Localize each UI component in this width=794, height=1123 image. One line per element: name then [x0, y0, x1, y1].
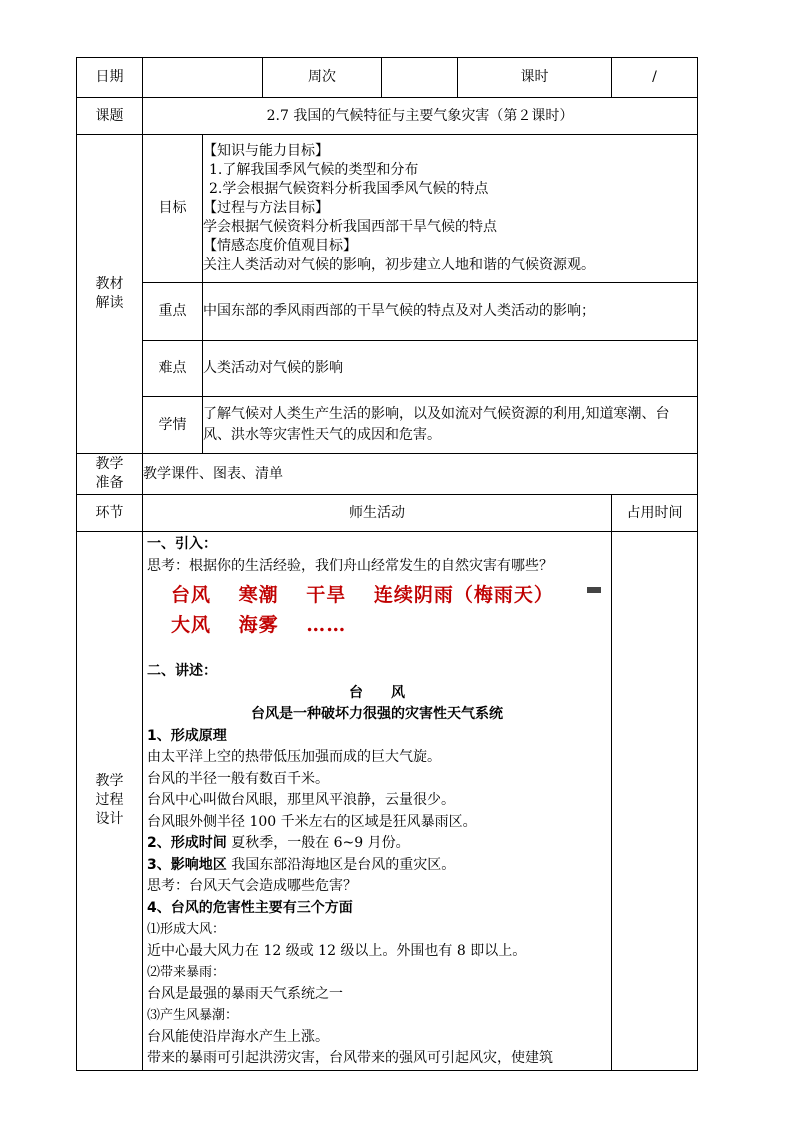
- difficulty-value: 人类活动对气候的影响: [203, 341, 698, 397]
- hazard-3-label: ⑶产生风暴潮：: [147, 1008, 239, 1023]
- students-label: 学情: [143, 397, 203, 454]
- columns-row: [77, 495, 698, 532]
- section-1-heading: 1、形成原理: [147, 727, 227, 744]
- goal-line: 【知识与能力目标】: [203, 143, 329, 159]
- topic-label: 课题: [77, 98, 143, 135]
- hazard-item: ……: [306, 614, 347, 636]
- intro-heading: 一、引入：: [147, 536, 217, 552]
- textbook-label-text: 教材解读: [95, 276, 124, 311]
- goals-row: [77, 135, 698, 283]
- prep-row: [77, 454, 698, 495]
- stage-header: 环节: [77, 495, 143, 532]
- section-4-heading: 4、台风的危害性主要有三个方面: [147, 899, 353, 916]
- section-3-text: 我国东部沿海地区是台风的重灾区。: [226, 856, 456, 873]
- typhoon-title: 台 风: [349, 684, 405, 701]
- hazard-item: 寒潮: [238, 584, 279, 606]
- goal-line: 1.了解我国季风气候的类型和分布: [209, 162, 419, 178]
- section-3: [147, 855, 607, 877]
- hazard-2-label: ⑵带来暴雨：: [147, 965, 226, 980]
- section-1-line: 台风眼外侧半径 100 千米左右的区域是狂风暴雨区。: [147, 813, 477, 830]
- date-value: [143, 58, 263, 98]
- goals-content: [203, 135, 698, 283]
- hazard-1-label: ⑴形成大风：: [147, 922, 226, 937]
- week-value: [382, 58, 458, 98]
- question-2: 思考：台风天气会造成哪些危害？: [147, 878, 357, 894]
- goal-line: 【过程与方法目标】: [203, 200, 329, 216]
- section-1-line: 由太平洋上空的热带低压加强而成的巨大气旋。: [147, 749, 441, 765]
- logo-mark: [587, 587, 601, 593]
- hazard-item: 干旱: [306, 584, 347, 606]
- goal-line: 【情感态度价值观目标】: [203, 238, 357, 254]
- activity-header: 师生活动: [143, 495, 612, 532]
- lesson-label: 课时: [458, 58, 612, 98]
- textbook-label: [77, 135, 143, 454]
- section-1-line: 台风中心叫做台风眼，那里风平浪静，云量很少。: [147, 792, 455, 808]
- key-value: 中国东部的季风雨西部的干旱气候的特点及对人类活动的影响；: [203, 283, 698, 341]
- typhoon-subtitle: 台风是一种破坏力很强的灾害性天气系统: [251, 706, 503, 722]
- process-label-text: 教学过程设计: [95, 773, 124, 828]
- goals-label: 目标: [143, 135, 203, 283]
- final-line: 带来的暴雨可引起洪涝灾害，台风带来的强风可引起风灾，使建筑: [147, 1050, 553, 1066]
- hazard-3-text: 台风能使沿岸海水产生上涨。: [147, 1028, 329, 1045]
- lecture-heading: 二、讲述：: [147, 663, 217, 679]
- process-content: [143, 532, 612, 1071]
- date-label: 日期: [77, 58, 143, 98]
- hazard-item: 大风: [171, 614, 212, 636]
- students-value: 了解气候对人类生产生活的影响，以及如流对气候资源的利用,知道寒潮、台风、洪水等灾害性天气的成因和危害。: [203, 397, 698, 454]
- week-label: 周次: [263, 58, 382, 98]
- section-3-heading: 3、影响地区: [147, 856, 227, 873]
- lesson-value: /: [612, 58, 698, 98]
- time-header: 占用时间: [612, 495, 698, 532]
- hazard-2-text: 台风是最强的暴雨天气系统之一: [147, 985, 343, 1002]
- section-1-line: 台风的半径一般有数百千米。: [147, 770, 329, 787]
- topic-row: [77, 98, 698, 135]
- hazard-item: 连续阴雨（梅雨天）: [373, 584, 554, 606]
- prep-value: 教学课件、图表、清单: [143, 454, 698, 495]
- lesson-plan-table: [76, 57, 698, 1071]
- key-row: [77, 283, 698, 341]
- hazard-1-text: 近中心最大风力在 12 级或 12 级以上。外围也有 8 即以上。: [147, 942, 527, 959]
- process-row: [77, 532, 698, 1071]
- difficulty-row: [77, 341, 698, 397]
- topic-value: 2.7 我国的气候特征与主要气象灾害（第２课时）: [143, 98, 698, 135]
- students-row: [77, 397, 698, 454]
- process-label: [77, 532, 143, 1071]
- hazard-image: [147, 579, 607, 657]
- key-label: 重点: [143, 283, 203, 341]
- difficulty-label: 难点: [143, 341, 203, 397]
- goal-line: 学会根据气候资料分析我国西部干旱气候的特点: [203, 219, 497, 235]
- hazard-item: 台风: [171, 584, 212, 606]
- prep-label-text: 教学准备: [95, 456, 124, 491]
- hazard-line-1: [171, 585, 574, 607]
- goal-line: 关注人类活动对气候的影响，初步建立人地和谐的气候资源观。: [203, 257, 595, 273]
- section-2: [147, 833, 607, 855]
- time-cell: [612, 532, 698, 1071]
- hazard-line-2: [171, 615, 366, 637]
- goal-line: 2.学会根据气候资料分析我国季风气候的特点: [209, 181, 489, 197]
- header-row: [77, 58, 698, 98]
- prep-label: [77, 454, 143, 495]
- section-2-heading: 2、形成时间: [147, 835, 227, 851]
- section-2-text: 夏秋季，一般在 6~9 月份。: [226, 835, 410, 851]
- hazard-item: 海雾: [238, 614, 279, 636]
- intro-question: 思考：根据你的生活经验，我们舟山经常发生的自然灾害有哪些？: [147, 557, 553, 574]
